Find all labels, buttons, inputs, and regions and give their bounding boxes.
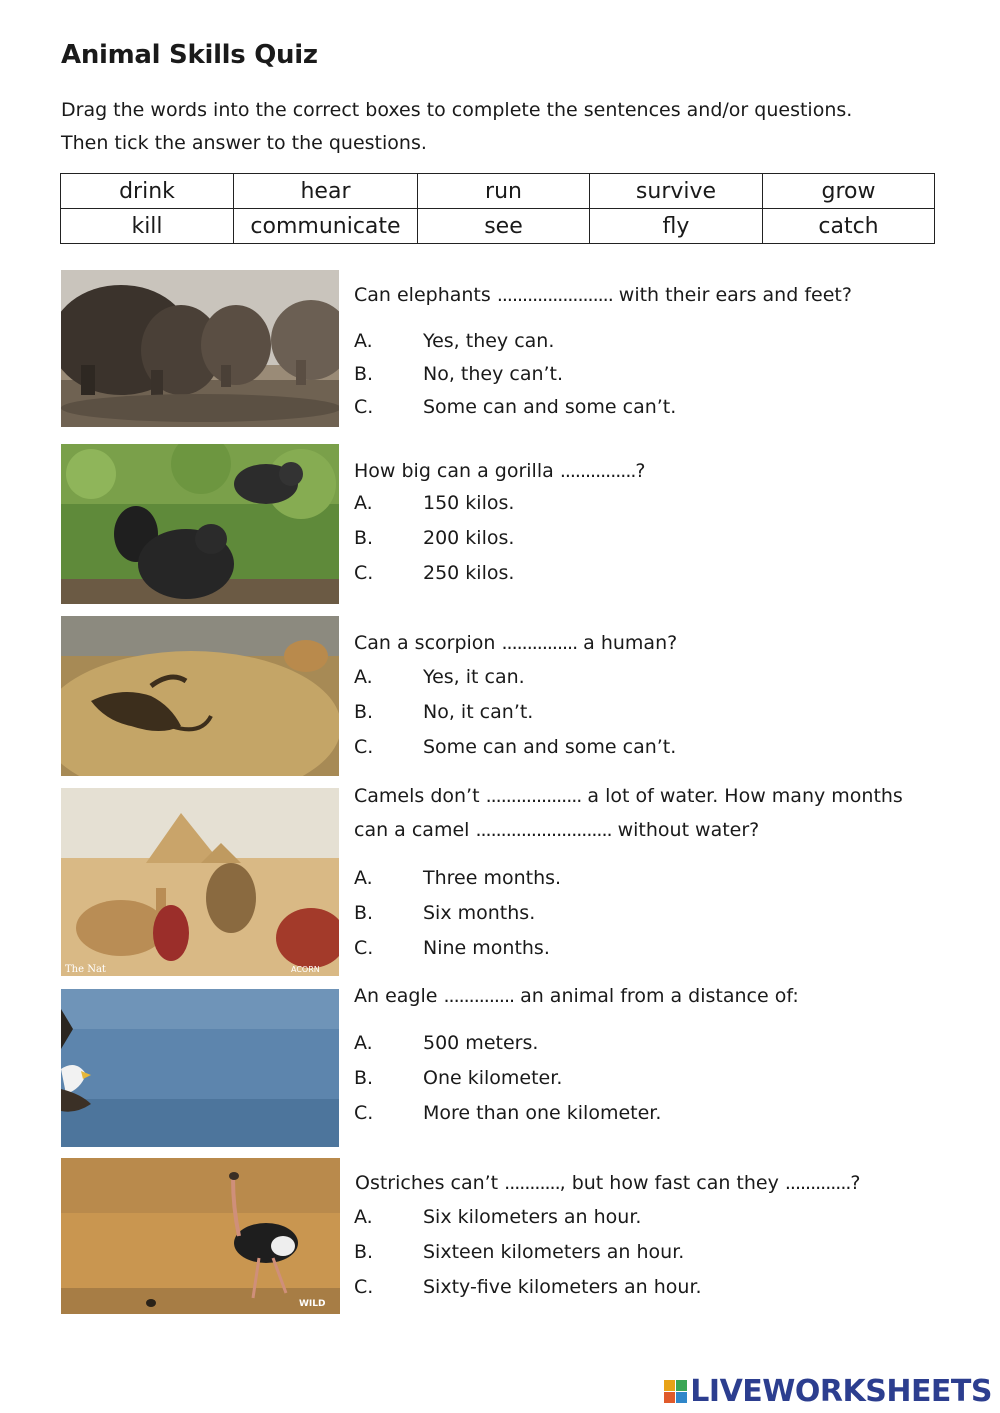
mark-square (664, 1392, 675, 1403)
word-bank-row (61, 174, 935, 209)
word-tile[interactable]: drink (61, 174, 234, 209)
answer-option[interactable]: C. Nine months. (354, 937, 550, 959)
word-tile[interactable]: see (418, 209, 590, 244)
question-text: Camels don’t (354, 785, 486, 807)
question-text: can a camel (354, 819, 476, 841)
answer-option[interactable]: C. More than one kilometer. (354, 1102, 662, 1124)
answer-option[interactable]: B. Sixteen kilometers an hour. (354, 1241, 685, 1263)
watermark-wild: WILD (299, 1299, 326, 1309)
elephants-photo (61, 270, 339, 427)
word-tile[interactable]: catch (763, 209, 935, 244)
answer-option[interactable]: C. Some can and some can’t. (354, 736, 677, 758)
answer-option[interactable]: A. 500 meters. (354, 1032, 539, 1054)
liveworksheets-wordmark: LIVEWORKSHEETS (690, 1374, 992, 1409)
question-text: with their ears and feet? (612, 284, 852, 306)
scorpion-photo (61, 616, 339, 776)
question-1 (354, 278, 852, 312)
instruction-line-2: Then tick the answer to the questions. (61, 132, 427, 154)
answer-option[interactable]: B. 200 kilos. (354, 527, 515, 549)
answer-option[interactable]: A. Yes, it can. (354, 666, 525, 688)
word-bank-row (61, 209, 935, 244)
answer-option[interactable]: A. Yes, they can. (354, 330, 555, 352)
answer-option[interactable]: A. Three months. (354, 867, 562, 889)
question-text: ? (635, 460, 646, 482)
answer-blank[interactable]: ............... (501, 632, 578, 654)
question-text: , but how fast can they (559, 1172, 785, 1194)
camels-photo (61, 788, 339, 976)
answer-option[interactable]: A. 150 kilos. (354, 492, 515, 514)
question-text: ? (850, 1172, 861, 1194)
answer-option[interactable]: A. Six kilometers an hour. (354, 1206, 642, 1228)
watermark-right: ACORN (291, 965, 320, 974)
answer-blank[interactable]: ................... (485, 785, 582, 807)
liveworksheets-logo (664, 1374, 992, 1409)
answer-option[interactable]: C. 250 kilos. (354, 562, 515, 584)
answer-option[interactable]: B. One kilometer. (354, 1067, 563, 1089)
answer-blank[interactable]: ........... (504, 1172, 560, 1194)
worksheet-title: Animal Skills Quiz (61, 40, 318, 70)
question-text: without water? (611, 819, 760, 841)
answer-blank[interactable]: ........................... (475, 819, 612, 841)
answer-option[interactable]: C. Sixty-five kilometers an hour. (354, 1276, 702, 1298)
word-tile[interactable]: grow (763, 174, 935, 209)
answer-blank[interactable]: ............... (559, 460, 636, 482)
word-tile[interactable]: run (418, 174, 590, 209)
question-4 (354, 779, 903, 813)
word-bank (60, 173, 935, 244)
question-6 (355, 1166, 861, 1200)
answer-blank[interactable]: .............. (443, 985, 515, 1007)
question-4-line-2 (354, 813, 759, 847)
eagle-photo (61, 989, 339, 1147)
question-text: a lot of water. How many months (581, 785, 903, 807)
question-text: a human? (577, 632, 678, 654)
word-tile[interactable]: fly (590, 209, 763, 244)
question-text: Can elephants (354, 284, 497, 306)
mark-square (664, 1380, 675, 1391)
ostrich-photo (61, 1158, 340, 1314)
mark-square (676, 1380, 687, 1391)
mark-square (676, 1392, 687, 1403)
question-5 (354, 979, 799, 1013)
word-tile[interactable]: survive (590, 174, 763, 209)
answer-blank[interactable]: ............. (784, 1172, 851, 1194)
word-tile[interactable]: kill (61, 209, 234, 244)
question-text: an animal from a distance of: (514, 985, 799, 1007)
answer-option[interactable]: B. Six months. (354, 902, 536, 924)
question-text: Can a scorpion (354, 632, 502, 654)
question-2 (354, 454, 646, 488)
question-text: Ostriches can’t (355, 1172, 505, 1194)
answer-option[interactable]: C. Some can and some can’t. (354, 396, 677, 418)
answer-option[interactable]: B. No, it can’t. (354, 701, 534, 723)
question-text: How big can a gorilla (354, 460, 560, 482)
answer-option[interactable]: B. No, they can’t. (354, 363, 564, 385)
question-text: An eagle (354, 985, 444, 1007)
word-tile[interactable]: hear (234, 174, 418, 209)
word-tile[interactable]: communicate (234, 209, 418, 244)
watermark-left: The Nat (65, 964, 106, 975)
liveworksheets-mark-icon (664, 1380, 687, 1403)
instruction-line-1: Drag the words into the correct boxes to complete the sentences and/or questions. (61, 99, 853, 121)
gorillas-photo (61, 444, 339, 604)
question-3 (354, 626, 677, 660)
answer-blank[interactable]: ....................... (496, 284, 613, 306)
